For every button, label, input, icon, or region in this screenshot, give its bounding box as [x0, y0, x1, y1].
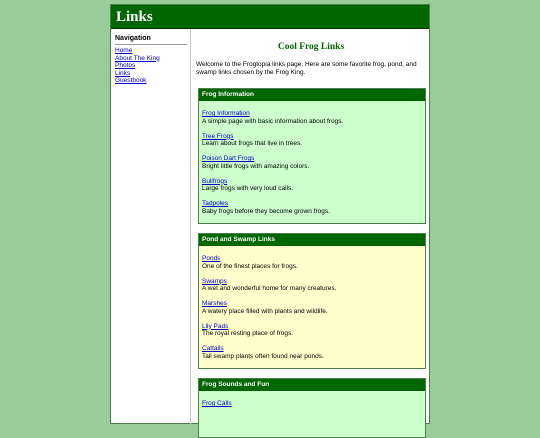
list-item [202, 178, 422, 201]
main-title: Cool Frog Links [277, 42, 345, 52]
list-item [202, 400, 422, 423]
sidebar-navigation [111, 29, 191, 425]
nav-item-guestbook [115, 77, 160, 85]
nav-item-photos [115, 62, 160, 70]
intro-text: Welcome to the Frogtopia links page. Here are some favorite frog, pond, and swamp links chosen by the Frog King. [196, 61, 417, 76]
link-tree-frogs[interactable]: Tree Frogs [202, 132, 234, 140]
link-ponds[interactable]: Ponds [202, 255, 221, 262]
link-description: A wet and wonderful home for many creatures. [202, 285, 337, 293]
list-item [202, 345, 422, 368]
list-item [202, 110, 422, 133]
nav-list [115, 47, 160, 85]
link-description: Baby frogs before they become grown frogs. [202, 207, 330, 215]
nav-link-links[interactable]: Links [115, 69, 131, 77]
link-description: Large frogs with very loud calls. [202, 185, 294, 193]
nav-item-home [115, 47, 160, 55]
link-description: Tall swamp plants often found near ponds. [202, 352, 324, 360]
nav-heading: Navigation [115, 35, 151, 42]
link-description: A simple page with basic information about frogs. [202, 117, 344, 125]
section-entries [199, 246, 425, 368]
list-item [202, 300, 422, 323]
list-item [202, 255, 422, 278]
link-bullfrogs[interactable]: Bullfrogs [202, 177, 228, 185]
link-frog-information[interactable]: Frog Information [202, 110, 250, 117]
site-header [111, 5, 429, 29]
list-item [202, 278, 422, 301]
list-item [202, 200, 422, 223]
section-frog-information [198, 88, 426, 224]
link-description: One of the finest places for frogs. [202, 262, 298, 270]
nav-link-home[interactable]: Home [115, 47, 133, 54]
section-pond-and-swamp-links [198, 233, 426, 369]
link-lily-pads[interactable]: Lily Pads [202, 322, 229, 330]
section-entries [199, 101, 425, 223]
link-description: Bright little frogs with amazing colors. [202, 162, 310, 170]
section-frog-sounds-and-fun [198, 378, 426, 438]
nav-link-photos[interactable]: Photos [115, 62, 136, 70]
list-item [202, 323, 422, 346]
link-description: Learn about frogs that live in trees. [202, 140, 303, 148]
list-item [202, 133, 422, 156]
nav-divider [115, 44, 187, 45]
link-description: A watery place filled with plants and wildlife. [202, 307, 328, 315]
page-container [110, 4, 430, 424]
link-frog-calls[interactable]: Frog Calls [202, 400, 232, 407]
nav-link-about-the-king[interactable]: About The King [115, 54, 160, 62]
nav-item-about [115, 55, 160, 63]
link-marshes[interactable]: Marshes [202, 300, 227, 307]
link-swamps[interactable]: Swamps [202, 277, 227, 285]
list-item [202, 155, 422, 178]
link-poison-dart-frogs[interactable]: Poison Dart Frogs [202, 155, 255, 162]
link-tadpoles[interactable]: Tadpoles [202, 200, 229, 207]
link-cattails[interactable]: Cattails [202, 345, 224, 352]
section-header: Pond and Swamp Links [199, 234, 425, 246]
section-header: Frog Information [199, 89, 425, 101]
link-description: The royal resting place of frogs. [202, 330, 294, 338]
section-entries [199, 391, 425, 423]
nav-link-guestbook[interactable]: Guestbook [115, 77, 147, 85]
section-header: Frog Sounds and Fun [199, 379, 425, 391]
nav-item-links [115, 70, 160, 78]
page-header-title: Links [116, 9, 153, 25]
